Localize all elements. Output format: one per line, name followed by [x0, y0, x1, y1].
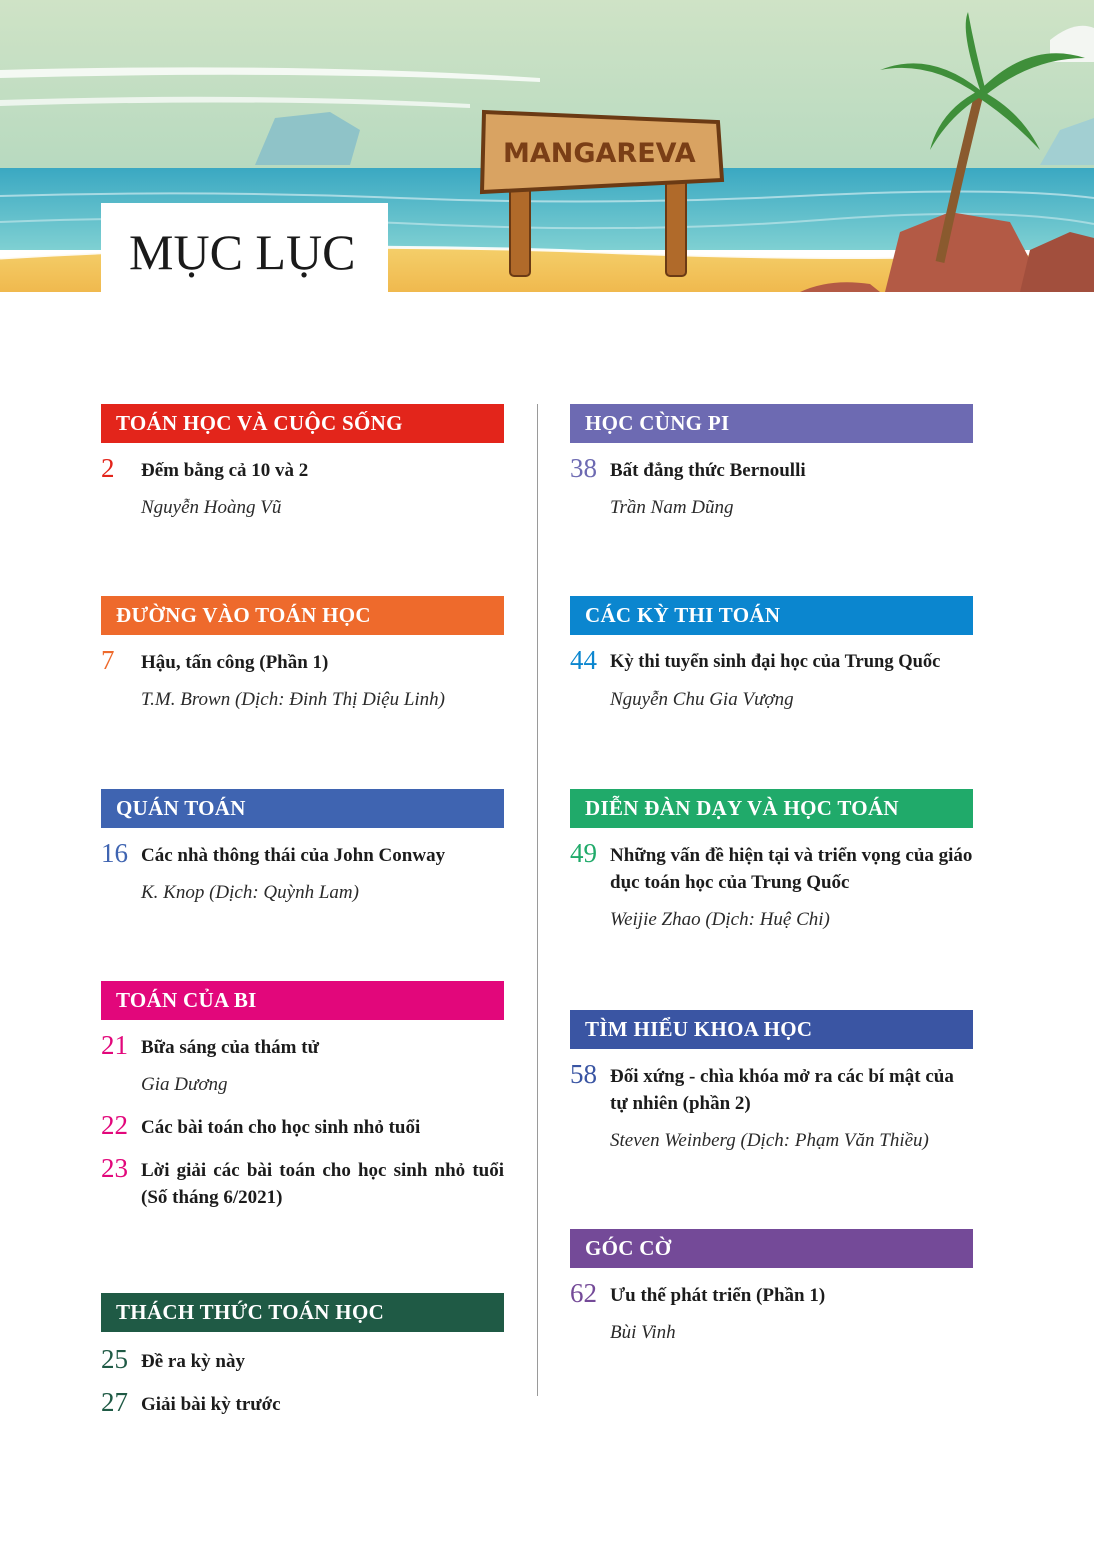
- article-title: Những vấn đề hiện tại và triển vọng của giáo dục toán học của Trung Quốc: [610, 845, 973, 893]
- article-title: Đề ra kỳ này: [141, 1351, 245, 1372]
- page-number: 23: [101, 1153, 128, 1183]
- page-number: 2: [101, 453, 115, 483]
- toc-entry[interactable]: [101, 838, 504, 906]
- page-title-box: [101, 203, 388, 292]
- page-number: 25: [101, 1344, 128, 1374]
- page-number: 22: [101, 1110, 128, 1140]
- article-title: Giải bài kỳ trước: [141, 1394, 281, 1415]
- section-duong-vao-toan-hoc: [101, 596, 504, 713]
- section-dien-dan-day-va-hoc-toan: [570, 789, 973, 933]
- toc-entry[interactable]: [101, 1387, 504, 1418]
- article-author: Trần Nam Dũng: [610, 497, 734, 518]
- toc-entry[interactable]: [101, 1030, 504, 1098]
- section-hoc-cung-pi: [570, 404, 973, 521]
- toc-entry[interactable]: [101, 1344, 504, 1375]
- toc-entry[interactable]: [101, 1110, 504, 1141]
- page-number: 62: [570, 1278, 597, 1308]
- article-author: Bùi Vinh: [610, 1322, 676, 1343]
- article-title: Đối xứng - chìa khóa mở ra các bí mật của tự nhiên (phần 2): [610, 1066, 954, 1114]
- page-number: 49: [570, 838, 597, 868]
- toc-entry[interactable]: [570, 1278, 973, 1346]
- article-title: Các bài toán cho học sinh nhỏ tuổi: [141, 1117, 421, 1138]
- page-number: 44: [570, 645, 597, 675]
- section-thach-thuc-toan-hoc: [101, 1293, 504, 1418]
- toc-entry[interactable]: [570, 453, 973, 521]
- article-title: Lời giải các bài toán cho học sinh nhỏ tuổi (Số tháng 6/2021): [141, 1160, 504, 1208]
- section-header: ĐƯỜNG VÀO TOÁN HỌC: [101, 596, 504, 635]
- section-header: CÁC KỲ THI TOÁN: [570, 596, 973, 635]
- section-header: TÌM HIỂU KHOA HỌC: [570, 1010, 973, 1049]
- section-toan-hoc-va-cuoc-song: [101, 404, 504, 521]
- toc-entry[interactable]: [101, 1153, 504, 1211]
- article-title: Kỳ thi tuyển sinh đại học của Trung Quốc: [610, 652, 941, 672]
- article-title: Hậu, tấn công (Phần 1): [141, 652, 329, 673]
- section-toan-cua-bi: [101, 981, 504, 1211]
- article-title: Bất đẳng thức Bernoulli: [610, 460, 806, 481]
- article-title: Bữa sáng của thám tử: [141, 1037, 319, 1058]
- toc-entry[interactable]: [101, 453, 504, 521]
- toc-entry[interactable]: [570, 645, 973, 713]
- sign-post: [510, 186, 530, 276]
- section-goc-co: [570, 1229, 973, 1346]
- section-header: THÁCH THỨC TOÁN HỌC: [101, 1293, 504, 1332]
- page-number: 58: [570, 1059, 597, 1089]
- column-divider: [537, 404, 538, 1396]
- sign-post: [666, 176, 686, 276]
- sign-text: MANGAREVA: [503, 138, 696, 169]
- article-title: Ưu thế phát triển (Phần 1): [610, 1285, 826, 1306]
- section-tim-hieu-khoa-hoc: [570, 1010, 973, 1154]
- article-author: Weijie Zhao (Dịch: Huệ Chi): [610, 909, 830, 930]
- page-number: 16: [101, 838, 128, 868]
- toc-entry[interactable]: [570, 838, 973, 933]
- page-number: 38: [570, 453, 597, 483]
- section-cac-ky-thi-toan: [570, 596, 973, 713]
- page-number: 7: [101, 645, 115, 675]
- page-title: MỤC LỤC: [129, 224, 356, 280]
- toc-entry[interactable]: [101, 645, 504, 713]
- article-author: Nguyễn Chu Gia Vượng: [610, 689, 794, 710]
- page-number: 21: [101, 1030, 128, 1060]
- section-header: TOÁN CỦA BI: [101, 981, 504, 1020]
- article-author: K. Knop (Dịch: Quỳnh Lam): [141, 882, 359, 903]
- section-header: HỌC CÙNG PI: [570, 404, 973, 443]
- toc-entry[interactable]: [570, 1059, 973, 1154]
- section-header: QUÁN TOÁN: [101, 789, 504, 828]
- article-author: Steven Weinberg (Dịch: Phạm Văn Thiều): [610, 1130, 929, 1151]
- section-header: TOÁN HỌC VÀ CUỘC SỐNG: [101, 404, 504, 443]
- article-title: Đếm bằng cả 10 và 2: [141, 460, 309, 481]
- section-header: GÓC CỜ: [570, 1229, 973, 1268]
- section-header: DIỄN ĐÀN DẠY VÀ HỌC TOÁN: [570, 789, 973, 828]
- article-author: T.M. Brown (Dịch: Đinh Thị Diệu Linh): [141, 689, 445, 710]
- article-title: Các nhà thông thái của John Conway: [141, 845, 446, 866]
- article-author: Gia Dương: [141, 1074, 228, 1095]
- article-author: Nguyễn Hoàng Vũ: [141, 497, 282, 518]
- section-quan-toan: [101, 789, 504, 906]
- page-number: 27: [101, 1387, 128, 1417]
